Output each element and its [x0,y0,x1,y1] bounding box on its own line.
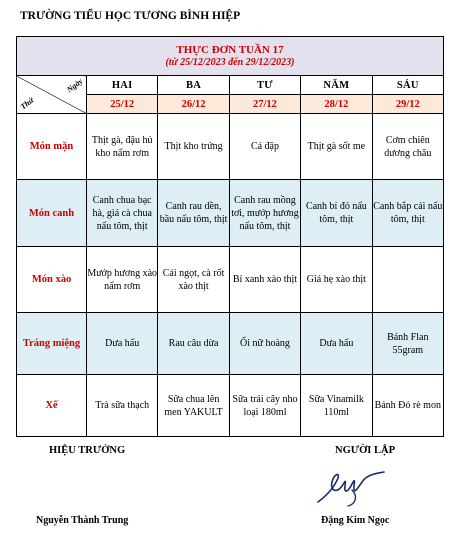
menu-cell: Mướp hương xào nấm rơm [87,247,158,313]
menu-cell [372,247,443,313]
principal-title: HIỆU TRƯỞNG [49,445,126,456]
menu-cell: Cá đập [229,114,300,180]
menu-cell: Bánh Flan 55gram [372,313,443,375]
menu-title-cell [17,37,444,76]
menu-cell: Cải ngọt, cà rốt xào thịt [158,247,229,313]
menu-cell: Trà sữa thạch [87,375,158,437]
handwritten-signature [312,466,392,508]
menu-cell: Sữa chua lên men YAKULT [158,375,229,437]
school-name: TRƯỜNG TIỂU HỌC TƯƠNG BÌNH HIỆP [20,10,241,22]
menu-date-range: (từ 25/12/2023 đến 29/12/2023) [165,56,295,68]
menu-cell: Sữa Vinamilk 110ml [301,375,372,437]
row-label: Món mặn [17,114,87,180]
preparer-name: Đặng Kim Ngọc [321,515,390,526]
day-header: NĂM [301,76,372,95]
menu-cell: Giá hẹ xào thịt [301,247,372,313]
date-header: 26/12 [158,95,229,114]
row-label: Món canh [17,180,87,247]
corner-cell [17,76,87,114]
date-header: 28/12 [301,95,372,114]
weekly-menu-table [16,36,444,437]
menu-cell: Dưa hấu [87,313,158,375]
menu-cell: Canh bắp cải nấu tôm, thịt [372,180,443,247]
menu-row-stir-fry [17,247,444,313]
menu-cell: Rau câu dừa [158,313,229,375]
corner-day-label: Thứ [18,95,36,112]
menu-title: THỰC ĐƠN TUẦN 17 [176,43,284,56]
menu-cell: Bánh Đỏ rè mon [372,375,443,437]
day-header: SÁU [372,76,443,95]
menu-row-dessert [17,313,444,375]
day-header: HAI [87,76,158,95]
row-label: Món xào [17,247,87,313]
menu-cell: Cơm chiên dương châu [372,114,443,180]
menu-cell: Thịt gà sốt me [301,114,372,180]
day-header: TƯ [229,76,300,95]
corner-date-label: Ngày [64,76,84,95]
principal-name: Nguyễn Thành Trung [36,515,129,526]
preparer-title: NGƯỜI LẬP [335,445,395,456]
day-header: BA [158,76,229,95]
menu-cell: Ổi nữ hoàng [229,313,300,375]
menu-cell: Canh rau mồng tơi, mướp hương nấu tôm, thịt [229,180,300,247]
menu-cell: Canh bí đỏ nấu tôm, thịt [301,180,372,247]
title-row [17,37,444,76]
row-label: Xế [17,375,87,437]
menu-row-soup [17,180,444,247]
date-header: 29/12 [372,95,443,114]
row-label: Tráng miệng [17,313,87,375]
menu-cell: Thịt kho trứng [158,114,229,180]
date-header: 27/12 [229,95,300,114]
menu-cell: Dưa hấu [301,313,372,375]
menu-row-main-dish [17,114,444,180]
day-header-row [17,76,444,95]
menu-row-snack [17,375,444,437]
menu-cell: Sữa trái cây nho loại 180ml [229,375,300,437]
menu-cell: Canh rau dền, bầu nấu tôm, thịt [158,180,229,247]
menu-cell: Thịt gà, đậu hủ kho nấm rơm [87,114,158,180]
menu-cell: Bí xanh xào thịt [229,247,300,313]
date-header: 25/12 [87,95,158,114]
menu-cell: Canh chua bạc hà, giá cà chua nấu tôm, thịt [87,180,158,247]
